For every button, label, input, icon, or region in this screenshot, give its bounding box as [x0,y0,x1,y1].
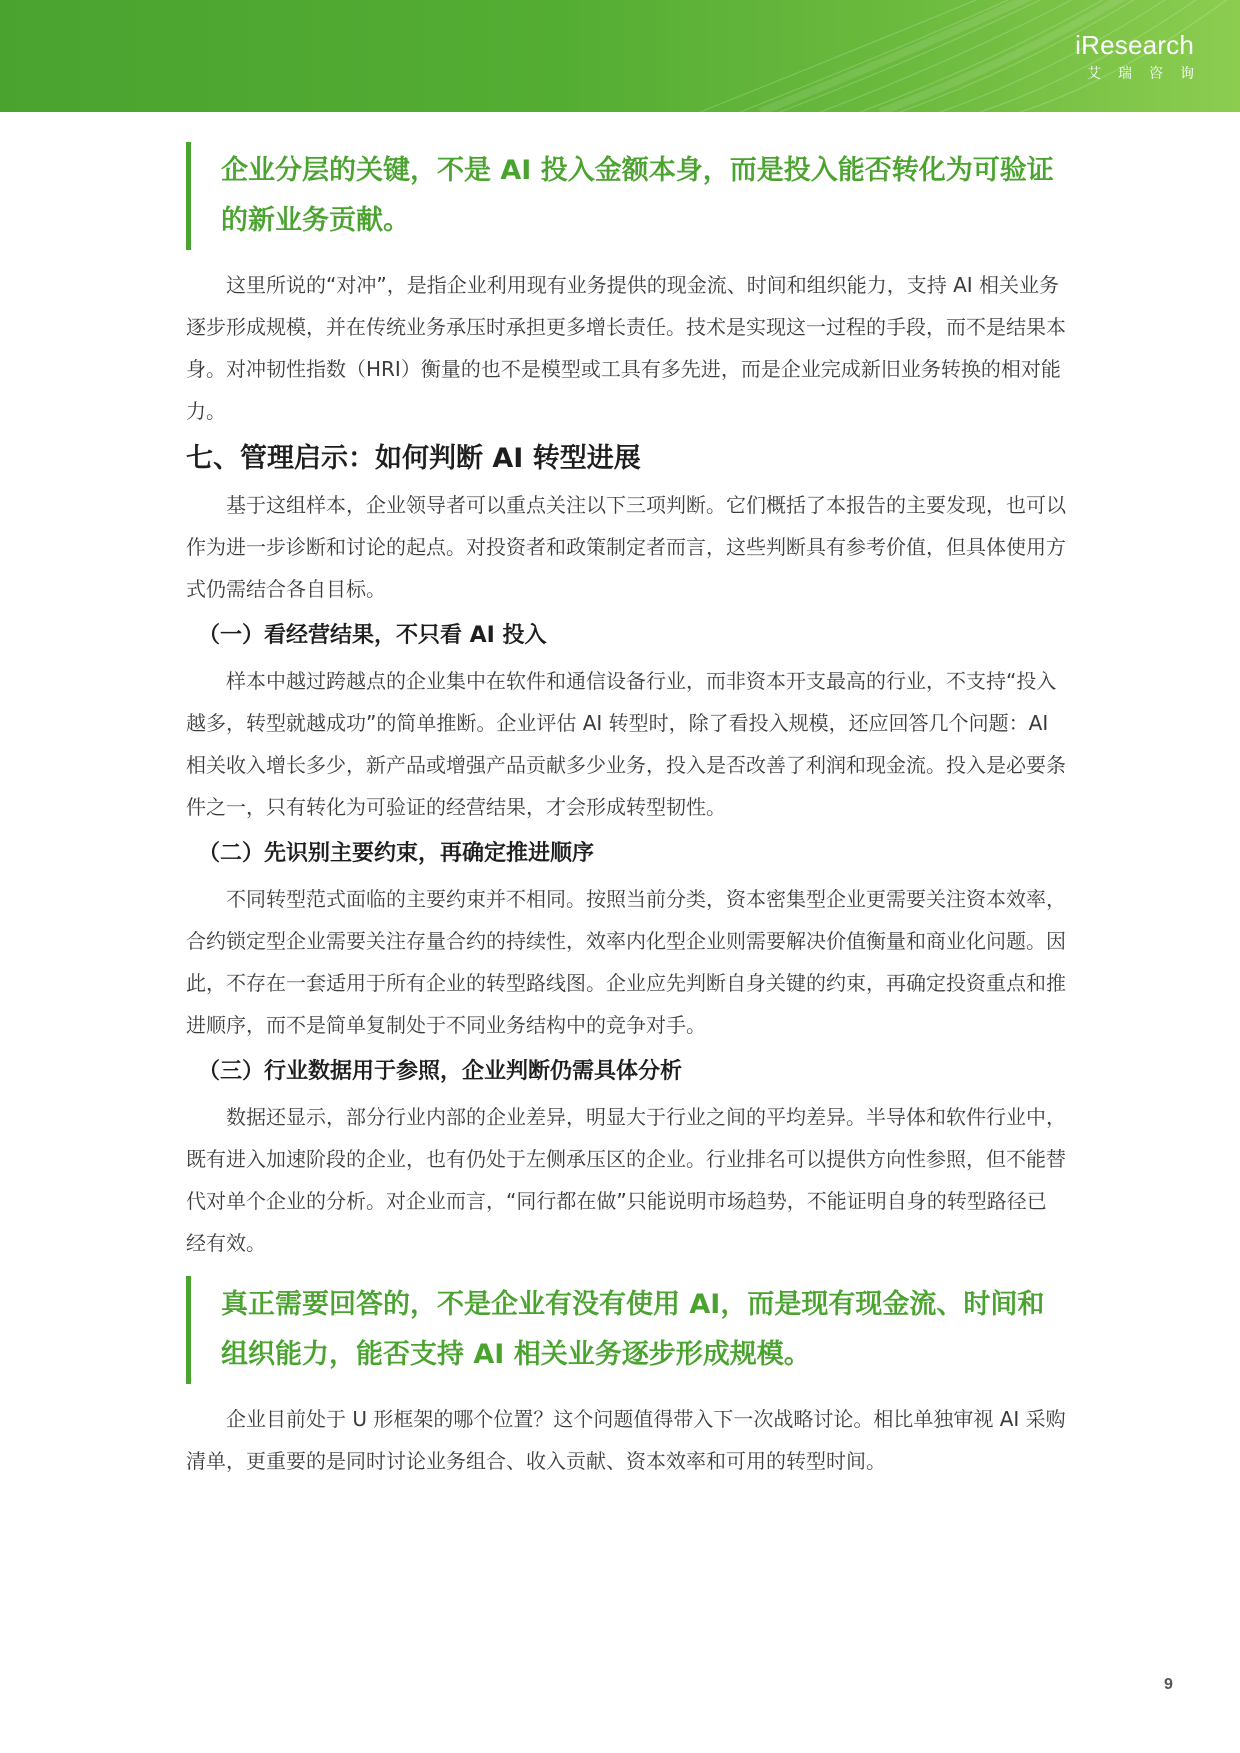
subsection-1-heading: （一）看经营结果，不只看 AI 投入 [198,623,547,648]
logo-chinese-name: 艾瑞咨询 [1087,66,1211,82]
key-insight-callout-1 [186,142,1066,250]
closing-paragraph: 企业目前处于 U 形框架的哪个位置？这个问题值得带入下一次战略讨论。相比单独审视 AI 采购清单，更重要的是同时讨论业务组合、收入贡献、资本效率和可用的转型时间。 [186,1407,1066,1473]
subsection-2-heading: （二）先识别主要约束，再确定推进顺序 [198,841,595,866]
callout-2-line-2: 组织能力，能否支持 AI 相关业务逐步形成规模。 [221,1339,811,1370]
section-7-heading: 七、管理启示：如何判断 AI 转型进展 [186,443,641,474]
logo-wordmark: iResearch [1075,30,1194,60]
iresearch-logo [1054,30,1211,96]
subsection-1-body: 样本中越过跨越点的企业集中在软件和通信设备行业，而非资本开支最高的行业，不支持“投入越多，转型就越成功”的简单推断。企业评估 AI 转型时，除了看投入规模，还应回答几个问题：AI 相关收入增长多少，新产品或增强产品贡献多少业务，投入是否改善了利润和现金流。投入是必要条件之一，只有转化为可验证的经营结果，才会形成转型韧性。 [186,669,1066,819]
subsection-3-body: 数据还显示，部分行业内部的企业差异，明显大于行业之间的平均差异。半导体和软件行业中，既有进入加速阶段的企业，也有仍处于左侧承压区的企业。行业排名可以提供方向性参照，但不能替代对单个企业的分析。对企业而言，“同行都在做”只能说明市场趋势，不能证明自身的转型路径已经有效。 [186,1105,1066,1255]
hedge-definition-paragraph: 这里所说的“对冲”，是指企业利用现有业务提供的现金流、时间和组织能力，支持 AI 相关业务逐步形成规模，并在传统业务承压时承担更多增长责任。技术是实现这一过程的手段，而不是结果本身。对冲韧性指数（HRI）衡量的也不是模型或工具有多先进，而是企业完成新旧业务转换的相对能力。 [186,273,1066,423]
callout-2-line-1: 真正需要回答的，不是企业有没有使用 AI，而是现有现金流、时间和 [221,1289,1045,1320]
subsection-2-body: 不同转型范式面临的主要约束并不相同。按照当前分类，资本密集型企业更需要关注资本效率，合约锁定型企业需要关注存量合约的持续性，效率内化型企业则需要解决价值衡量和商业化问题。因此，不存在一套适用于所有企业的转型路线图。企业应先判断自身关键的约束，再确定投资重点和推进顺序，而不是简单复制处于不同业务结构中的竞争对手。 [186,887,1066,1037]
subsection-3-heading: （三）行业数据用于参照，企业判断仍需具体分析 [198,1059,683,1084]
page-content [186,142,1066,1482]
callout-1-line-1: 企业分层的关键，不是 AI 投入金额本身，而是投入能否转化为可验证 [221,155,1054,186]
key-insight-callout-2 [186,1276,1066,1384]
callout-1-line-2: 的新业务贡献。 [221,205,410,236]
section-7-intro-paragraph: 基于这组样本，企业领导者可以重点关注以下三项判断。它们概括了本报告的主要发现，也可以作为进一步诊断和讨论的起点。对投资者和政策制定者而言，这些判断具有参考价值，但具体使用方式仍需结合各自目标。 [186,493,1066,601]
page-number: 9 [1164,1676,1173,1693]
header-band [0,0,1240,112]
